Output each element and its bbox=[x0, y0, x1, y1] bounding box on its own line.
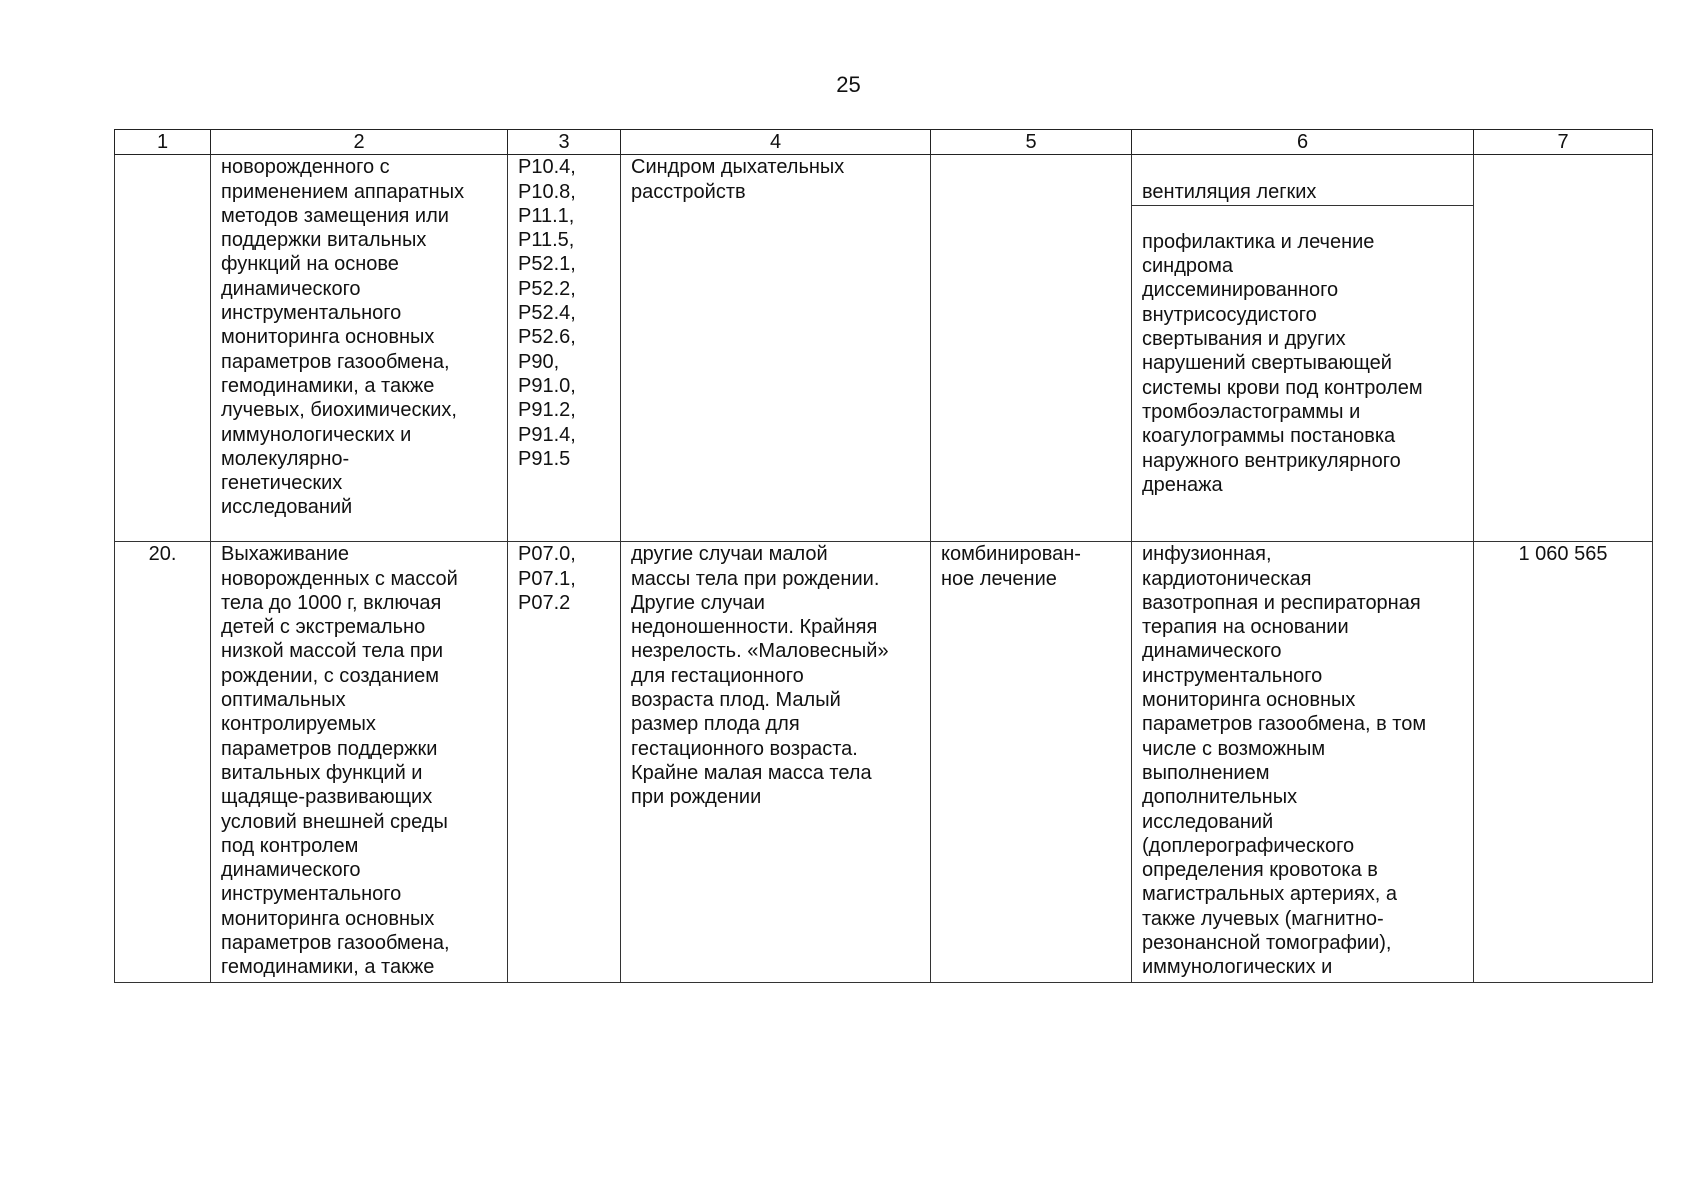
service-description-cell: Выхаживание новорожденных с массой тела до 1000 г, включая детей с экстремально низкой массой тела при рождении, с созданием оптимальных контролируемых параметров поддержки витальных функций и щадяще-развивающих условий внешней среды под контролем динамического инструментального мониторинга основных параметров газообмена, гемодинамики, а также bbox=[211, 542, 508, 983]
column-header-1: 1 bbox=[115, 130, 211, 155]
medical-services-table bbox=[114, 129, 1653, 983]
patient-model-cell: Синдром дыхательных расстройств bbox=[621, 155, 931, 542]
table-row-continued bbox=[115, 155, 1653, 542]
treatment-type-cell: комбинирован- ное лечение bbox=[931, 542, 1132, 983]
service-description-cell: новорожденного с применением аппаратных методов замещения или поддержки витальных функций на основе динамического инструментального мониторинга основных параметров газообмена, гемодинамики, а также лучевых, биохимических, иммунологических и молекулярно- генетических исследований bbox=[211, 155, 508, 542]
column-header-6: 6 bbox=[1132, 130, 1474, 155]
row-number-cell: 20. bbox=[115, 542, 211, 983]
table-header-row bbox=[115, 130, 1653, 155]
column-header-3: 3 bbox=[508, 130, 621, 155]
treatment-method-prophylaxis: профилактика и лечение синдрома диссеминированного внутрисосудистого свертывания и других нарушений свертывающей системы крови под контролем тромбоэластограммы и коагулограммы постановка наружного вентрикулярного дренажа bbox=[1142, 230, 1423, 496]
column-header-5: 5 bbox=[931, 130, 1132, 155]
diagnosis-codes-cell: P07.0, P07.1, P07.2 bbox=[508, 542, 621, 983]
row-number-cell bbox=[115, 155, 211, 542]
column-header-4: 4 bbox=[621, 130, 931, 155]
treatment-method-ventilation: вентиляция легких bbox=[1132, 180, 1473, 206]
table-row-20 bbox=[115, 542, 1653, 983]
treatment-method-cell bbox=[1132, 155, 1474, 542]
cost-cell: 1 060 565 bbox=[1474, 542, 1653, 983]
column-header-7: 7 bbox=[1474, 130, 1653, 155]
patient-model-cell: другие случаи малой массы тела при рождении. Другие случаи недоношенности. Крайняя незрелость. «Маловесный» для гестационного возраста плод. Малый размер плода для гестационного возраста. Крайне малая масса тела при рождении bbox=[621, 542, 931, 983]
diagnosis-codes-cell: P10.4, P10.8, P11.1, P11.5, P52.1, P52.2, P52.4, P52.6, P90, P91.0, P91.2, P91.4, P91.5 bbox=[508, 155, 621, 542]
page-number: 25 bbox=[836, 72, 861, 97]
column-header-2: 2 bbox=[211, 130, 508, 155]
treatment-method-cell: инфузионная, кардиотоническая вазотропная и респираторная терапия на основании динамического инструментального мониторинга основных параметров газообмена, в том числе с возможным выполнением дополнительных исследований (доплерографического определения кровотока в магистральных артериях, а также лучевых (магнитно- резонансной томографии), иммунологических и bbox=[1132, 542, 1474, 983]
treatment-type-cell bbox=[931, 155, 1132, 542]
cost-cell bbox=[1474, 155, 1653, 542]
